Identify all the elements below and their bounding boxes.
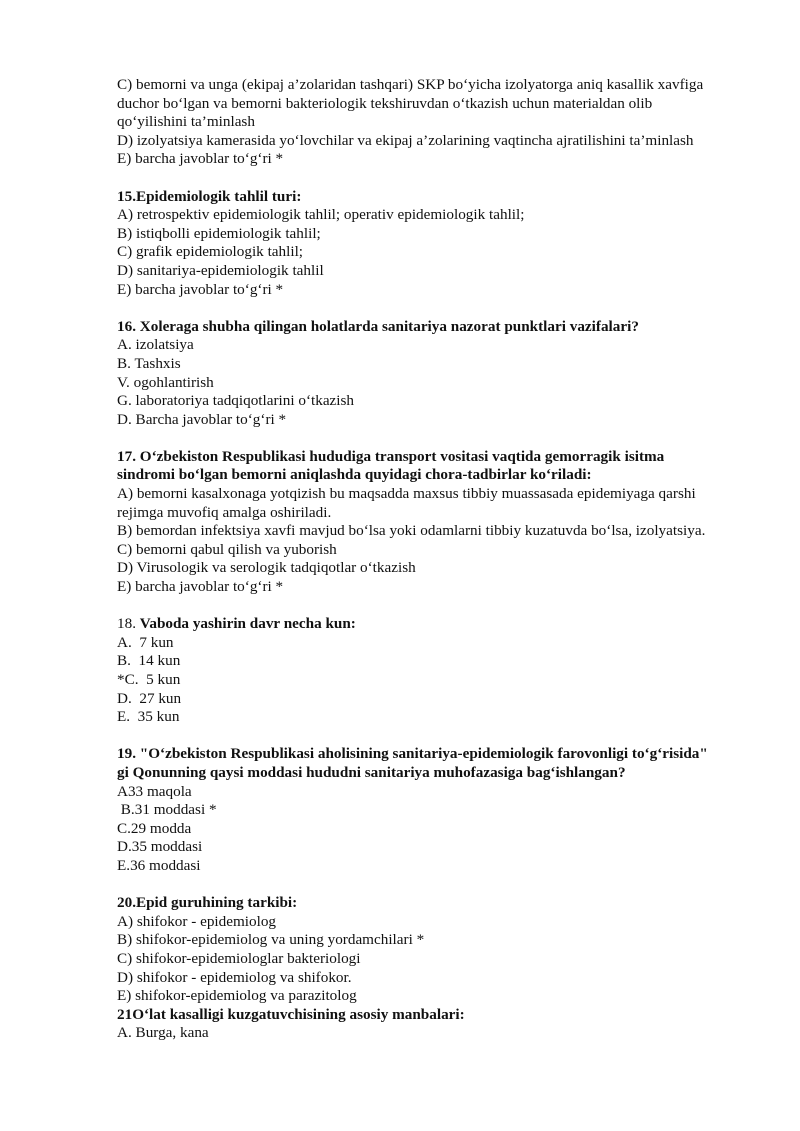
spacer [117,299,757,318]
spacer [117,727,757,746]
question-20-option-e: E) shifokor-epidemiolog va parazitolog [117,987,357,1005]
question-18-option-c: *C. 5 kun [117,671,181,688]
question-17-option-e: E) barcha javoblar to‘g‘ri * [117,578,284,596]
question-15-option-a: A) retrospektiv epidemiologik tahlil; operativ epidemiologik tahlil; [117,206,525,224]
question-18-option-a: A. 7 kun [117,633,174,651]
question-15-option-c: C) grafik epidemiologik tahlil; [117,243,304,261]
spacer [117,169,757,188]
question-19-title-line-1: 19. "O‘zbekiston Respublikasi aholisining sanitariya-epidemiologik farovonligi to‘g‘risida" [117,745,708,763]
question-19-option-c: C.29 modda [117,819,192,837]
question-17 [117,448,757,597]
question-20-title: 20.Epid guruhining tarkibi: [117,894,298,912]
spacer [117,876,757,895]
question-20-option-d: D) shifokor - epidemiolog va shifokor. [117,968,352,986]
intro-c-line-1: C) bemorni va unga (ekipaj a’zolaridan tashqari) SKP bo‘yicha izolyatorga aniq kasallik xavfiga [117,76,704,93]
question-17-option-b: B) bemordan infektsiya xavfi mavjud bo‘lsa yoki odamlarni tibbiy kuzatuvda bo‘lsa, izolyatsiya. [117,522,706,540]
question-21 [117,1006,757,1043]
question-20 [117,894,757,1006]
question-21-option-a: A. Burga, kana [117,1024,209,1042]
question-18-option-d: D. 27 kun [117,689,182,707]
question-16-option-v: V. ogohlantirish [117,373,214,391]
question-15-option-e: E) barcha javoblar to‘g‘ri * [117,280,284,298]
question-19-option-d: D.35 moddasi [117,838,203,856]
question-21-title: 21O‘lat kasalligi kuzgatuvchisining asosiy manbalari: [117,1005,465,1023]
intro-option-d: D) izolyatsiya kamerasida yo‘lovchilar va ekipaj a’zolarining vaqtincha ajratilishini ta’minlash [117,131,694,149]
question-19-option-e: E.36 moddasi [117,856,201,874]
question-19-title-line-2: gi Qonunning qaysi moddasi hududni sanitariya muhofazasiga bag‘ishlangan? [117,763,626,781]
question-16-title: 16. Xoleraga shubha qilingan holatlarda sanitariya nazorat punktlari vazifalari? [117,317,639,335]
question-17-option-a-line-2: rejimga muvofiq amalga oshiriladi. [117,503,332,521]
question-17-option-a-line-1: A) bemorni kasalxonaga yotqizish bu maqsadda maxsus tibbiy muassasada epidemiyaga qarshi [117,485,696,503]
document-page [117,76,757,1043]
question-17-title-line-1: 17. O‘zbekiston Respublikasi hududiga transport vositasi vaqtida gemorragik isitma [117,447,665,465]
question-16-option-b: B. Tashxis [117,354,181,372]
intro-c-line-2: duchor bo‘lgan va bemorni bakteriologik tekshiruvdan o‘tkazish uchun materialdan olib [117,94,653,112]
spacer [117,429,757,448]
question-19-option-b: B.31 moddasi * [117,801,217,819]
question-18 [117,615,757,727]
question-20-option-b: B) shifokor-epidemiolog va uning yordamchilari * [117,931,425,949]
spacer [117,597,757,616]
question-15-option-d: D) sanitariya-epidemiologik tahlil [117,261,324,279]
question-16-option-a: A. izolatsiya [117,336,194,354]
question-16-option-d: D. Barcha javoblar to‘g‘ri * [117,410,287,428]
question-15 [117,188,757,300]
question-18-title [117,615,757,634]
question-18-option-b: B. 14 kun [117,652,181,670]
intro-c-line-3: qo‘yilishini ta’minlash [117,113,255,131]
question-17-option-d: D) Virusologik va serologik tadqiqotlar o‘tkazish [117,559,416,577]
question-15-option-b: B) istiqbolli epidemiologik tahlil; [117,224,321,242]
question-20-option-a: A) shifokor - epidemiolog [117,912,277,930]
question-18-number: 18. [117,615,136,633]
question-19-option-a: A33 maqola [117,782,192,800]
intro-option-c [117,76,757,132]
question-18-option-e: E. 35 kun [117,708,180,726]
question-15-title: 15.Epidemiologik tahlil turi: [117,187,302,205]
question-19 [117,745,757,875]
question-16-option-g: G. laboratoriya tadqiqotlarini o‘tkazish [117,392,355,410]
question-17-option-c: C) bemorni qabul qilish va yuborish [117,540,337,558]
question-16 [117,318,757,430]
question-20-option-c: C) shifokor-epidemiologlar bakteriologi [117,949,361,967]
question-18-text: Vaboda yashirin davr necha kun: [139,615,356,633]
intro-option-e: E) barcha javoblar to‘g‘ri * [117,150,284,168]
question-17-title-line-2: sindromi bo‘lgan bemorni aniqlashda quyidagi chora-tadbirlar ko‘riladi: [117,466,592,484]
